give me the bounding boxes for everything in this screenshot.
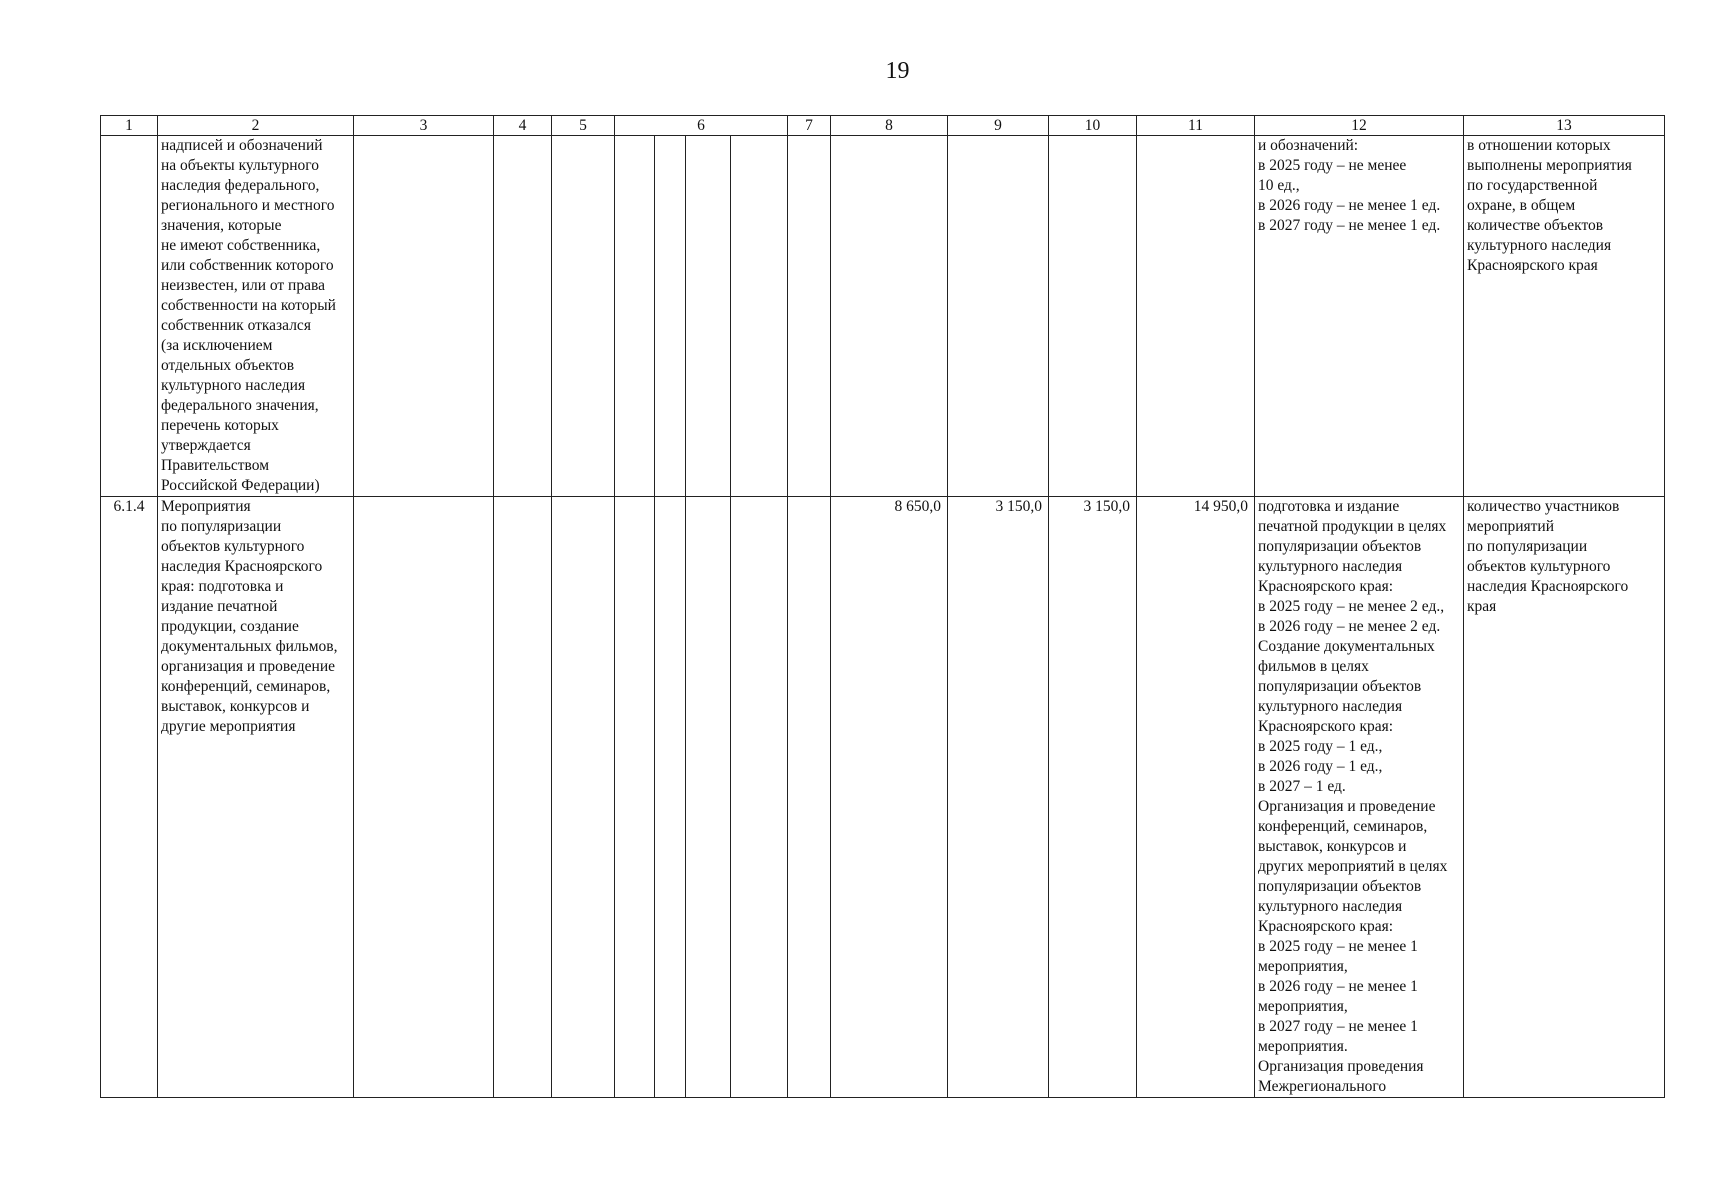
value-2025: [831, 136, 948, 497]
empty-cell: [494, 497, 552, 1098]
empty-cell: [354, 136, 494, 497]
empty-cell: [655, 136, 686, 497]
empty-cell: [552, 136, 615, 497]
empty-cell: [655, 497, 686, 1098]
header-cell: 8: [831, 116, 948, 136]
empty-cell: [788, 497, 831, 1098]
value-2027: [1049, 136, 1137, 497]
header-row: [101, 116, 1665, 136]
table-row: [101, 497, 1665, 1098]
header-cell: 12: [1255, 116, 1464, 136]
header-cell: 2: [158, 116, 354, 136]
header-cell: 3: [354, 116, 494, 136]
empty-cell: [615, 136, 655, 497]
row-code: [101, 136, 158, 497]
empty-cell: [494, 136, 552, 497]
value-2027: 3 150,0: [1049, 497, 1137, 1098]
empty-cell: [552, 497, 615, 1098]
header-cell: 13: [1464, 116, 1665, 136]
row-indicator: в отношении которых выполнены мероприятия по государственной охране, в общем количестве объектов культурного наследия Красноярского края: [1464, 136, 1665, 497]
empty-cell: [731, 136, 788, 497]
header-cell: 9: [948, 116, 1049, 136]
header-cell: 4: [494, 116, 552, 136]
header-cell: 5: [552, 116, 615, 136]
value-total: 14 950,0: [1137, 497, 1255, 1098]
row-name: надписей и обозначений на объекты культурного наследия федерального, регионального и местного значения, которые не имеют собственника, или собственник которого неизвестен, или от права собственности на который собственник отказался (за исключением отдельных объектов культурного наследия федерального значения, перечень которых утверждается Правительством Российской Федерации): [158, 136, 354, 497]
empty-cell: [788, 136, 831, 497]
row-code: 6.1.4: [101, 497, 158, 1098]
value-2026: 3 150,0: [948, 497, 1049, 1098]
page-number: 19: [885, 58, 910, 84]
program-table: [100, 115, 1665, 1098]
header-cell: 11: [1137, 116, 1255, 136]
table-row: [101, 136, 1665, 497]
header-cell: 7: [788, 116, 831, 136]
value-total: [1137, 136, 1255, 497]
header-cell: 6: [615, 116, 788, 136]
row-name: Мероприятия по популяризации объектов культурного наследия Красноярского края: подготовка и издание печатной продукции, создание документальных фильмов, организация и проведение конференций, семинаров, выставок, конкурсов и другие мероприятия: [158, 497, 354, 1098]
empty-cell: [686, 497, 731, 1098]
value-2025: 8 650,0: [831, 497, 948, 1098]
value-2026: [948, 136, 1049, 497]
empty-cell: [354, 497, 494, 1098]
empty-cell: [615, 497, 655, 1098]
empty-cell: [686, 136, 731, 497]
row-result: и обозначений: в 2025 году – не менее 10 ед., в 2026 году – не менее 1 ед. в 2027 году – не менее 1 ед.: [1255, 136, 1464, 497]
empty-cell: [731, 497, 788, 1098]
row-result: подготовка и издание печатной продукции в целях популяризации объектов культурного наследия Красноярского края: в 2025 году – не менее 2 ед., в 2026 году – не менее 2 ед. Создание документальных фильмов в целях популяризации объектов культурного наследия Красноярского края: в 2025 году – 1 ед., в 2026 году – 1 ед., в 2027 – 1 ед. Организация и проведение конференций, семинаров, выставок, конкурсов и других мероприятий в целях популяризации объектов культурного наследия Красноярского края: в 2025 году – не менее 1 мероприятия, в 2026 году – не менее 1 мероприятия, в 2027 году – не менее 1 мероприятия. Организация проведения Межрегионального: [1255, 497, 1464, 1098]
header-cell: 10: [1049, 116, 1137, 136]
row-indicator: количество участников мероприятий по популяризации объектов культурного наследия Красноярского края: [1464, 497, 1665, 1098]
header-cell: 1: [101, 116, 158, 136]
